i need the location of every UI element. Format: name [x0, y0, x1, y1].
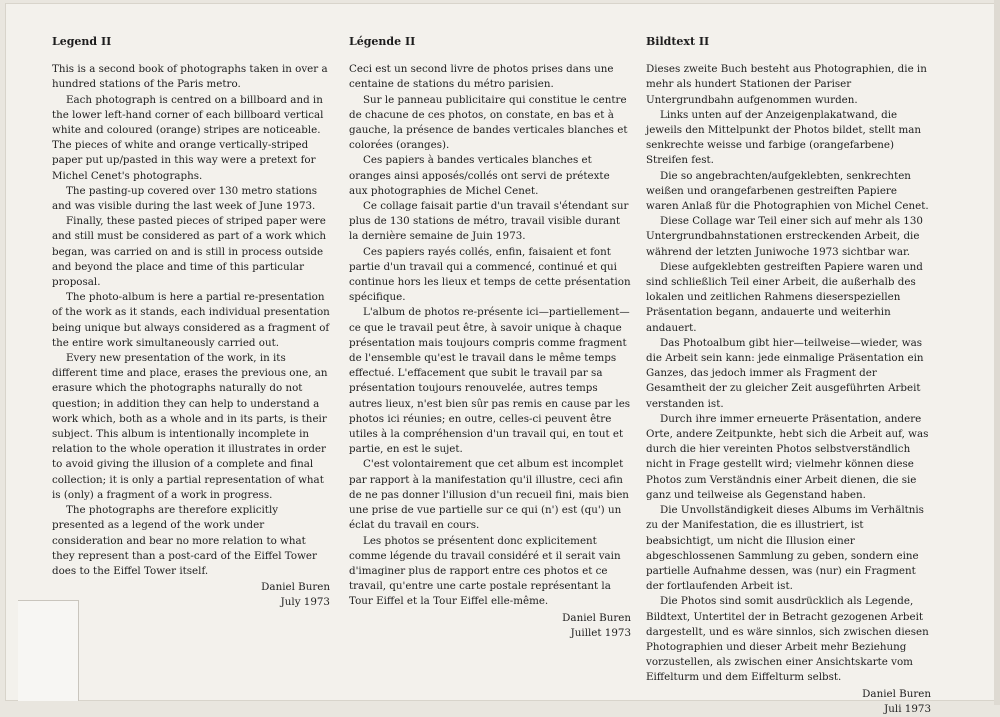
signature: Daniel Buren: [562, 611, 631, 624]
signature-date: Juillet 1973: [570, 626, 631, 639]
column-german: [646, 34, 931, 717]
paragraph: Dieses zweite Buch besteht aus Photographien, die in mehr als hundert Stationen der Pariser Untergrundbahn aufgenommen wurden.: [646, 63, 927, 106]
document-page: [6, 4, 994, 715]
paragraph: The pasting-up covered over 130 metro stations and was visible during the last week of June 1973.: [52, 184, 317, 213]
paragraph: Die Photos sind somit ausdrücklich als Legende, Bildtext, Untertitel der in Betracht gezogenen Arbeit dargestellt, und es wäre sinnlos, sich zwischen diesen Photographien und dieser Arbeit mehr Beziehung vorzustellen, als zwischen einer Ansichtskarte vom Eiffelturm und dem Eiffelturm selbst.: [646, 595, 929, 684]
signature-date: Juli 1973: [884, 702, 931, 715]
signature: Daniel Buren: [862, 687, 931, 700]
paragraph: This is a second book of photographs taken in over a hundred stations of the Paris metro.: [52, 63, 328, 91]
paragraph: C'est volontairement que cet album est incomplet par rapport à la manifestation qu'il illustre, ceci afin de ne pas donner l'illusion d'un recueil fini, mais bien une prise de vue partielle sur ce qui (n') est (qu') un éclat du travail en cours.: [349, 458, 629, 532]
paragraph: Durch ihre immer erneuerte Präsentation, andere Orte, andere Zeitpunkte, hebt sich die Arbeit auf, was durch die hier vereinten Photos selbstverständlich nicht in Frage gestellt wird; vielmehr können diese Photos zum Verständnis einer Arbeit dienen, die sie ganz und teilweise als Gegenstand haben.: [646, 412, 929, 501]
paragraph: Ce collage faisait partie d'un travail s'étendant sur plus de 130 stations de métro, travail visible durant la dernière semaine de Juin 1973.: [349, 200, 629, 243]
column-french: [349, 34, 631, 641]
paragraph: Every new presentation of the work, in its different time and place, erases the previous one, an erasure which the photographs naturally do not question; in addition they can help to understand a work which, both as a whole and in its parts, is their subject. This album is intentionally incomplete in relation to the whole operation it illustrates in order to avoid giving the illusion of a complete and final collection; it is only a partial representation of what is (only) a fragment of a work in progress.: [52, 352, 328, 501]
paragraph: Finally, these pasted pieces of striped paper were and still must be considered as part of a work which began, was carried on and is still in process outside and beyond the place and time of this particular proposal.: [52, 215, 327, 289]
paragraph: Les photos se présentent donc explicitement comme légende du travail considéré et il serait vain d'imaginer plus de rapport entre ces photos et ce travail, qu'entre une carte postale représentant la Tour Eiffel et la Tour Eiffel elle-même.: [349, 534, 621, 608]
heading-german: Bildtext II: [646, 35, 710, 48]
page-edge: [994, 0, 1000, 705]
paragraph: Ces papiers rayés collés, enfin, faisaient et font partie d'un travail qui a commencé, continué et qui continue hors les lieux et temps de cette présentation spécifique.: [349, 245, 631, 304]
paragraph: Ces papiers à bandes verticales blanches et oranges ainsi apposés/collés ont servi de prétexte aux photographies de Michel Cenet.: [349, 154, 610, 197]
paragraph: Sur le panneau publicitaire qui constitue le centre de chacune de ces photos, on constate, en bas et à gauche, la présence de bandes verticales blanches et colorées (oranges).: [349, 93, 628, 152]
paragraph: Links unten auf der Anzeigenplakatwand, die jeweils den Mittelpunkt der Photos bildet, stellt man senkrechte weisse und farbige (orangefarbene) Streifen fest.: [646, 108, 922, 167]
paragraph: Die so angebrachten/aufgeklebten, senkrechten weißen und orangefarbenen gestreiften Papiere waren Anlaß für die Photographien von Michel Cenet.: [646, 169, 929, 213]
signature: Daniel Buren: [261, 581, 330, 594]
paragraph: Diese Collage war Teil einer sich auf mehr als 130 Untergrundbahnstationen erstreckenden Arbeit, die während der letzten Juniwoche 1973 sichtbar war.: [646, 215, 923, 258]
heading-french: Légende II: [349, 35, 416, 48]
library-label-tab: [18, 600, 79, 701]
heading-english: Legend II: [52, 35, 112, 48]
paragraph: The photo-album is here a partial re-presentation of the work as it stands, each individual presentation being unique but always considered as a fragment of the entire work simultaneously carried out.: [52, 291, 330, 349]
paragraph: Diese aufgeklebten gestreiften Papiere waren und sind schließlich Teil einer Arbeit, die außerhalb des lokalen und zeitlichen Rahmens dieserspeziellen Präsentation begann, andauerte und weiterhin andauert.: [646, 260, 923, 334]
paragraph: L'album de photos re-présente ici—partiellement—ce que le travail peut être, à savoir unique à chaque présentation mais toujours compris comme fragment de l'ensemble qu'est le travail dans le même temps effectué. L'effacement que subit le travail par sa présentation toujours renouvelée, autres temps autres lieux, n'est bien sûr pas remis en cause par les photos ici réunies; en outre, celles-ci peuvent être utiles à la compréhension d'un travail qui, en tout et partie, en est le sujet.: [349, 306, 631, 456]
paragraph: Die Unvollständigkeit dieses Albums im Verhältnis zu der Manifestation, die es illustriert, ist beabsichtigt, um nicht die Illusion einer abgeschlossenen Sammlung zu geben, sondern eine partielle Aufnahme dessen, was (nur) ein Fragment der fortlaufenden Arbeit ist.: [646, 504, 924, 593]
paragraph: Each photograph is centred on a billboard and in the lower left-hand corner of each billboard vertical white and coloured (orange) stripes are noticeable. The pieces of white and orange vertically-striped paper put up/pasted in this way were a pretext for Michel Cenet's photographs.: [52, 93, 324, 182]
paragraph: Das Photoalbum gibt hier—teilweise—wieder, was die Arbeit sein kann: jede einmalige Präsentation ein Ganzes, das jedoch immer als Fragment der Gesamtheit der zu gleicher Zeit ausgeführten Arbeit verstanden ist.: [646, 336, 924, 410]
paragraph: Ceci est un second livre de photos prises dans une centaine de stations du métro parisien.: [349, 63, 614, 91]
column-english: [52, 34, 330, 611]
paragraph: The photographs are therefore explicitly presented as a legend of the work under consideration and bear no more relation to what they represent than a post-card of the Eiffel Tower does to the Eiffel Tower itself.: [52, 504, 317, 577]
signature-date: July 1973: [280, 596, 330, 609]
